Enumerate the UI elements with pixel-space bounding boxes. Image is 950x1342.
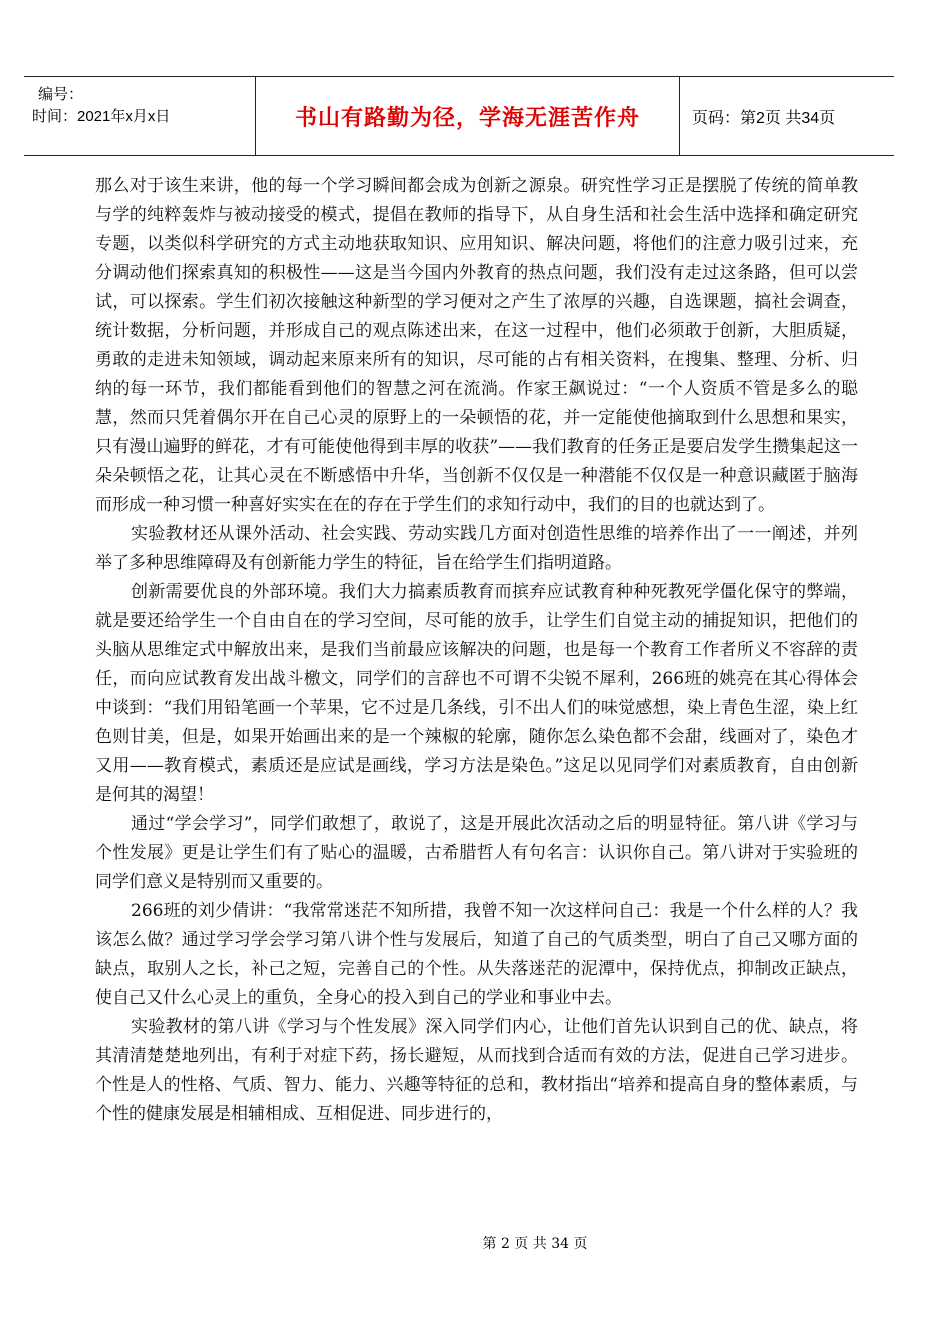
paragraph: 实验教材还从课外活动、社会实践、劳动实践几方面对创造性思维的培养作出了一一阐述，并列举了多种思维障碍及有创新能力学生的特征，旨在给学生们指明道路。 [95, 524, 858, 573]
paragraph: 创新需要优良的外部环境。我们大力搞素质教育而摈弃应试教育种种死教死学僵化保守的弊端，就是要还给学生一个自由自在的学习空间，尽可能的放手，让学生们自觉主动的捕捉知识，把他们的头脑从思维定式中解放出来，是我们当前最应该解决的问题，也是每一个教育工作者所义不容辞的责任，而向应试教育发出战斗檄文，同学们的言辞也不可谓不尖锐不犀利，266班的姚亮在其心得体会中谈到：“我们用铅笔画一个苹果，它不过是几条线，引不出人们的味觉感想，染上青色生涩，染上红色则甘美，但是，如果开始画出来的是一个辣椒的轮廓，随你怎么染色都不会甜，线画对了，染色才又用——教育模式，素质还是应试是画线，学习方法是染色。”这足以见同学们对素质教育，自由创新是何其的渴望！ [95, 582, 858, 805]
paragraph: 通过“学会学习”，同学们敢想了，敢说了，这是开展此次活动之后的明显特征。第八讲《学习与个性发展》更是让学生们有了贴心的温暖，古希腊哲人有句名言：认识你自己。第八讲对于实验班的同学们意义是特别而又重要的。 [95, 814, 858, 892]
header-meta [24, 77, 256, 155]
paragraph: 266班的刘少倩讲：“我常常迷茫不知所措，我曾不知一次这样问自己：我是一个什么样的人？我该怎么做？通过学习学会学习第八讲个性与发展后，知道了自己的气质类型，明白了自己又哪方面的缺点，取别人之长，补己之短，完善自己的个性。从失落迷茫的泥潭中，保持优点，抑制改正缺点，使自己又什么心灵上的重负，全身心的投入到自己的学业和事业中去。 [95, 901, 858, 1008]
header-page-info: 页码：第2页 共34页 [692, 109, 836, 127]
page-footer: 第 2 页 共 34 页 [482, 1236, 588, 1252]
document-header [24, 76, 894, 156]
paragraph: 实验教材的第八讲《学习与个性发展》深入同学们内心，让他们首先认识到自己的优、缺点，将其清清楚楚地列出，有利于对症下药，扬长避短，从而找到合适而有效的方法，促进自己学习进步。个性是人的性格、气质、智力、能力、兴趣等特征的总和，教材指出“培养和提高自身的整体素质，与个性的健康发展是相辅相成、互相促进、同步进行的， [95, 1017, 858, 1124]
paragraph: 那么对于该生来讲，他的每一个学习瞬间都会成为创新之源泉。研究性学习正是摆脱了传统的简单教与学的纯粹轰炸与被动接受的模式，提倡在教师的指导下，从自身生活和社会生活中选择和确定研究专题，以类似科学研究的方式主动地获取知识、应用知识、解决问题，将他们的注意力吸引过来，充分调动他们探索真知的积极性——这是当今国内外教育的热点问题，我们没有走过这条路，但可以尝试，可以探索。学生们初次接触这种新型的学习便对之产生了浓厚的兴趣，自选课题，搞社会调查，统计数据，分析问题，并形成自己的观点陈述出来，在这一过程中，他们必须敢于创新，大胆质疑，勇敢的走进未知领域，调动起来原来所有的知识，尽可能的占有相关资料，在搜集、整理、分析、归纳的每一环节，我们都能看到他们的智慧之河在流淌。作家王飙说过：“一个人资质不管是多么的聪慧，然而只凭着偶尔开在自己心灵的原野上的一朵顿悟的花，并一定能使他摘取到什么思想和果实，只有漫山遍野的鲜花，才有可能使他得到丰厚的收获”——我们教育的任务正是要启发学生攒集起这一朵朵顿悟之花，让其心灵在不断感悟中升华，当创新不仅仅是一种潜能不仅仅是一种意识藏匿于脑海而形成一种习惯一种喜好实实在在的存在于学生们的求知行动中，我们的目的也就达到了。 [95, 176, 858, 515]
code-label: 编号： [38, 86, 84, 103]
document-body [95, 172, 858, 1129]
time-label: 时间：2021年x月x日 [32, 108, 171, 125]
header-motto: 书山有路勤为径，学海无涯苦作舟 [256, 77, 680, 155]
